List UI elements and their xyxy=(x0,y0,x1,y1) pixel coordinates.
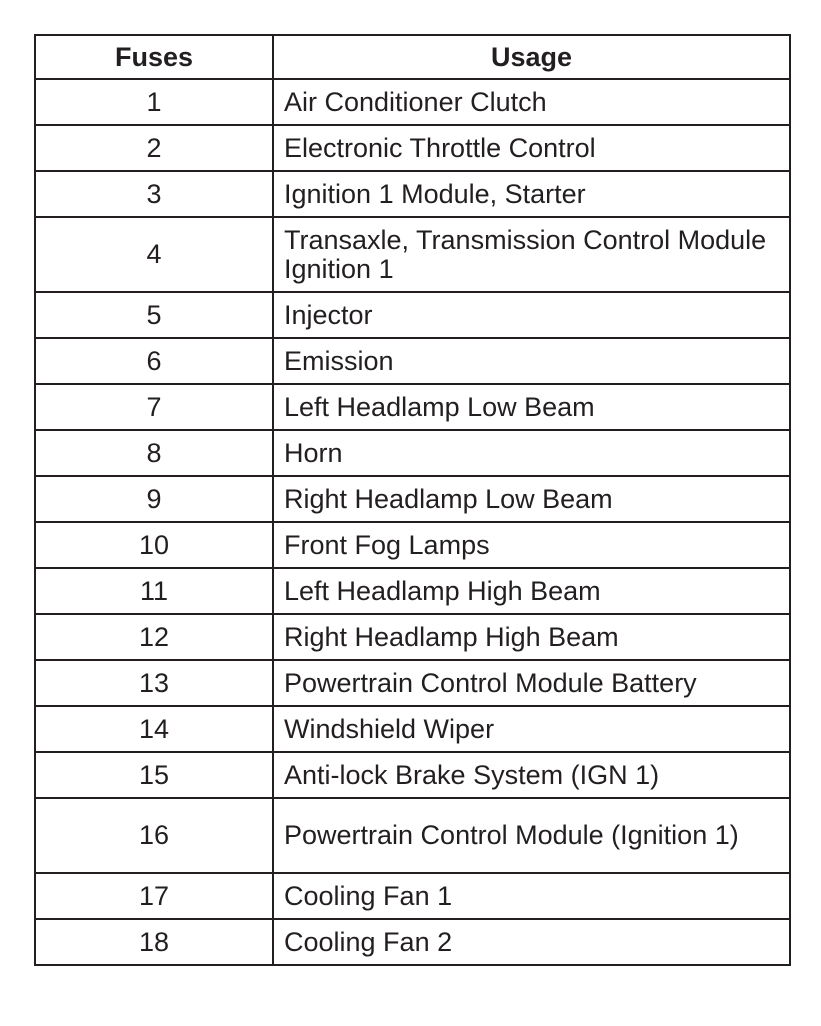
fuse-number-cell: 2 xyxy=(35,125,273,171)
fuse-usage-cell: Powertrain Control Module (Ignition 1) xyxy=(273,798,790,873)
fuse-number-cell: 16 xyxy=(35,798,273,873)
fuse-usage-table xyxy=(34,34,791,966)
table-row xyxy=(35,614,790,660)
fuse-number-cell: 9 xyxy=(35,476,273,522)
fuse-number-cell: 4 xyxy=(35,217,273,292)
fuse-usage-cell: Transaxle, Transmission Control Module Ignition 1 xyxy=(273,217,790,292)
table-row xyxy=(35,919,790,965)
table-row xyxy=(35,706,790,752)
fuse-number-cell: 7 xyxy=(35,384,273,430)
fuse-number-cell: 15 xyxy=(35,752,273,798)
fuse-usage-cell: Horn xyxy=(273,430,790,476)
fuse-usage-cell: Powertrain Control Module Battery xyxy=(273,660,790,706)
table-row xyxy=(35,217,790,292)
table-row xyxy=(35,292,790,338)
fuse-number-cell: 14 xyxy=(35,706,273,752)
table-header xyxy=(35,35,790,79)
fuse-number-cell: 8 xyxy=(35,430,273,476)
table-row xyxy=(35,568,790,614)
fuse-number-cell: 17 xyxy=(35,873,273,919)
fuse-number-cell: 12 xyxy=(35,614,273,660)
fuse-number-cell: 6 xyxy=(35,338,273,384)
fuse-usage-cell: Windshield Wiper xyxy=(273,706,790,752)
fuse-number-cell: 3 xyxy=(35,171,273,217)
fuse-usage-cell: Left Headlamp High Beam xyxy=(273,568,790,614)
table-row xyxy=(35,384,790,430)
fuse-usage-cell: Ignition 1 Module, Starter xyxy=(273,171,790,217)
table-row xyxy=(35,798,790,873)
table-row xyxy=(35,430,790,476)
table-row xyxy=(35,338,790,384)
table-row xyxy=(35,476,790,522)
fuse-number-cell: 10 xyxy=(35,522,273,568)
table-row xyxy=(35,660,790,706)
header-usage: Usage xyxy=(273,35,790,79)
fuse-number-cell: 18 xyxy=(35,919,273,965)
table-row xyxy=(35,522,790,568)
table-row xyxy=(35,873,790,919)
header-fuses: Fuses xyxy=(35,35,273,79)
table-body xyxy=(35,79,790,965)
table-row xyxy=(35,171,790,217)
table-row xyxy=(35,79,790,125)
fuse-number-cell: 11 xyxy=(35,568,273,614)
table-row xyxy=(35,125,790,171)
fuse-usage-cell: Cooling Fan 2 xyxy=(273,919,790,965)
fuse-usage-cell: Left Headlamp Low Beam xyxy=(273,384,790,430)
fuse-number-cell: 13 xyxy=(35,660,273,706)
fuse-number-cell: 5 xyxy=(35,292,273,338)
fuse-usage-cell: Air Conditioner Clutch xyxy=(273,79,790,125)
fuse-number-cell: 1 xyxy=(35,79,273,125)
table-row xyxy=(35,752,790,798)
fuse-usage-cell: Right Headlamp High Beam xyxy=(273,614,790,660)
fuse-usage-cell: Injector xyxy=(273,292,790,338)
fuse-usage-cell: Cooling Fan 1 xyxy=(273,873,790,919)
header-row xyxy=(35,35,790,79)
fuse-usage-cell: Right Headlamp Low Beam xyxy=(273,476,790,522)
fuse-usage-cell: Emission xyxy=(273,338,790,384)
fuse-usage-cell: Front Fog Lamps xyxy=(273,522,790,568)
fuse-usage-cell: Anti-lock Brake System (IGN 1) xyxy=(273,752,790,798)
fuse-usage-cell: Electronic Throttle Control xyxy=(273,125,790,171)
